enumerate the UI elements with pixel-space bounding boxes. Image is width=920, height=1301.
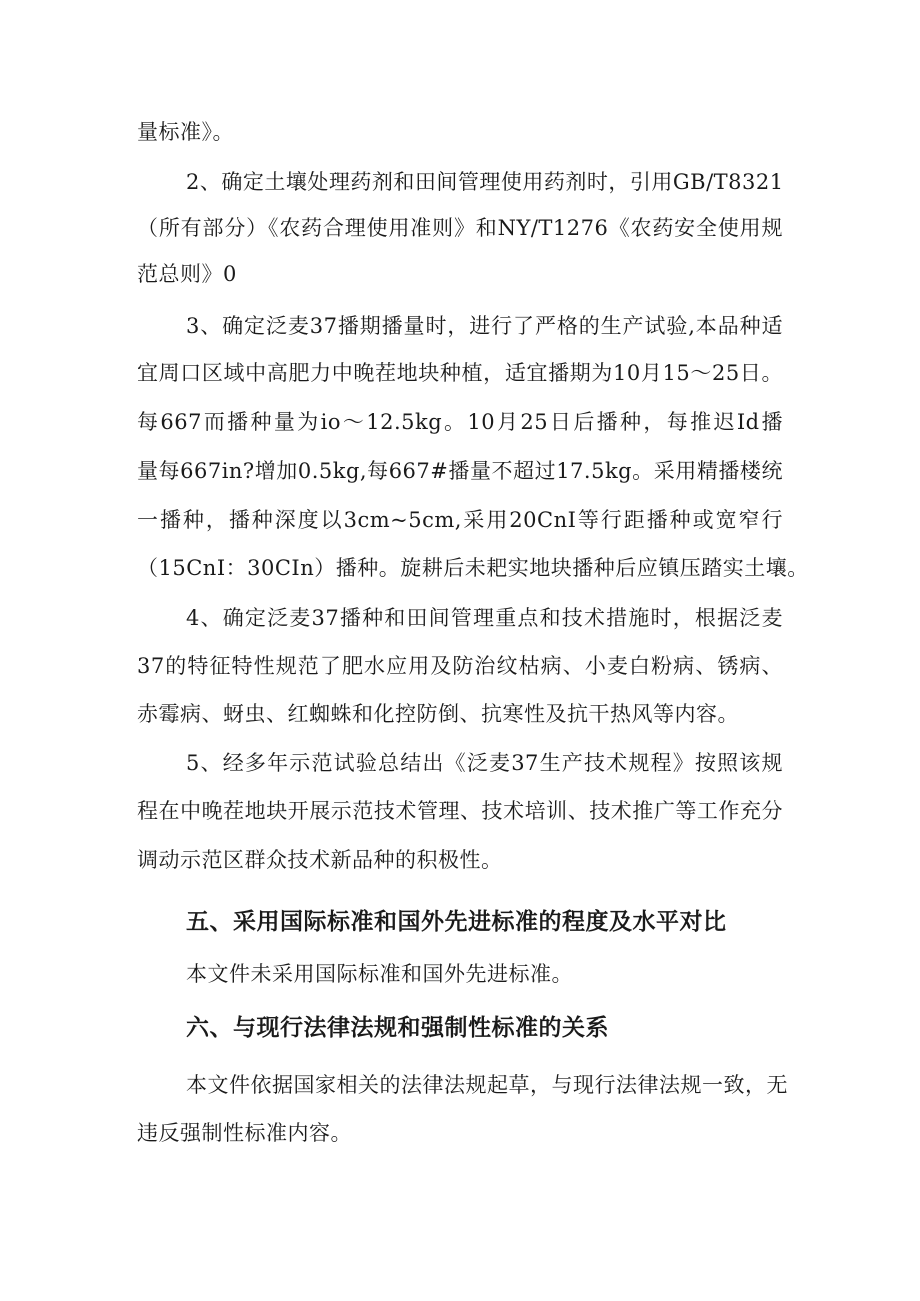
paragraph-line: 5、经多年示范试验总结出《泛麦37生产技术规程》按照该规 bbox=[186, 751, 783, 775]
paragraph-line: 2、确定土壤处理药剂和田间管理使用药剂时，引用GB/T8321 bbox=[186, 170, 784, 194]
paragraph-line: 赤霉病、蚜虫、红蜘蛛和化控防倒、抗寒性及抗干热风等内容。 bbox=[137, 702, 739, 726]
section-heading: 五、采用国际标准和国外先进标准的程度及水平对比 bbox=[186, 909, 727, 935]
paragraph-line: 量标准》。 bbox=[137, 120, 234, 144]
paragraph-line: 一播种，播种深度以3cm~5cm,采用20CnI等行距播种或宽窄行 bbox=[137, 508, 783, 532]
section-heading: 六、与现行法律法规和强制性标准的关系 bbox=[186, 1015, 609, 1041]
paragraph-line: 4、确定泛麦37播种和田间管理重点和技术措施时，根据泛麦 bbox=[186, 606, 783, 630]
paragraph-line: 宜周口区域中高肥力中晚茬地块种植，适宜播期为10月15～25日。 bbox=[137, 361, 783, 385]
paragraph-line: （15CnI：30CIn）播种。旋耕后未耙实地块播种后应镇压踏实土壤。 bbox=[137, 556, 809, 580]
paragraph-line: 本文件依据国家相关的法律法规起草，与现行法律法规一致，无 bbox=[186, 1073, 788, 1097]
paragraph-line: 违反强制性标准内容。 bbox=[137, 1121, 352, 1145]
paragraph-line: 每667而播种量为io～12.5kg。10月25日后播种，每推迟Id播 bbox=[137, 410, 783, 434]
paragraph-line: 调动示范区群众技术新品种的积极性。 bbox=[137, 848, 503, 872]
paragraph-line: 范总则》0 bbox=[137, 262, 237, 286]
paragraph-line: 3、确定泛麦37播期播量时，进行了严格的生产试验,本品种适 bbox=[186, 314, 783, 338]
paragraph-line: （所有部分）《农药合理使用准则》和NY/T1276《农药安全使用规 bbox=[137, 216, 783, 240]
paragraph-line: 量每667in?增加0.5kg,每667#播量不超过17.5kg。采用精播楼统 bbox=[137, 459, 783, 483]
paragraph-line: 本文件未采用国际标准和国外先进标准。 bbox=[186, 962, 573, 986]
paragraph-line: 37的特征特性规范了肥水应用及防治纹枯病、小麦白粉病、锈病、 bbox=[137, 654, 783, 678]
paragraph-line: 程在中晚茬地块开展示范技术管理、技术培训、技术推广等工作充分 bbox=[137, 799, 783, 823]
